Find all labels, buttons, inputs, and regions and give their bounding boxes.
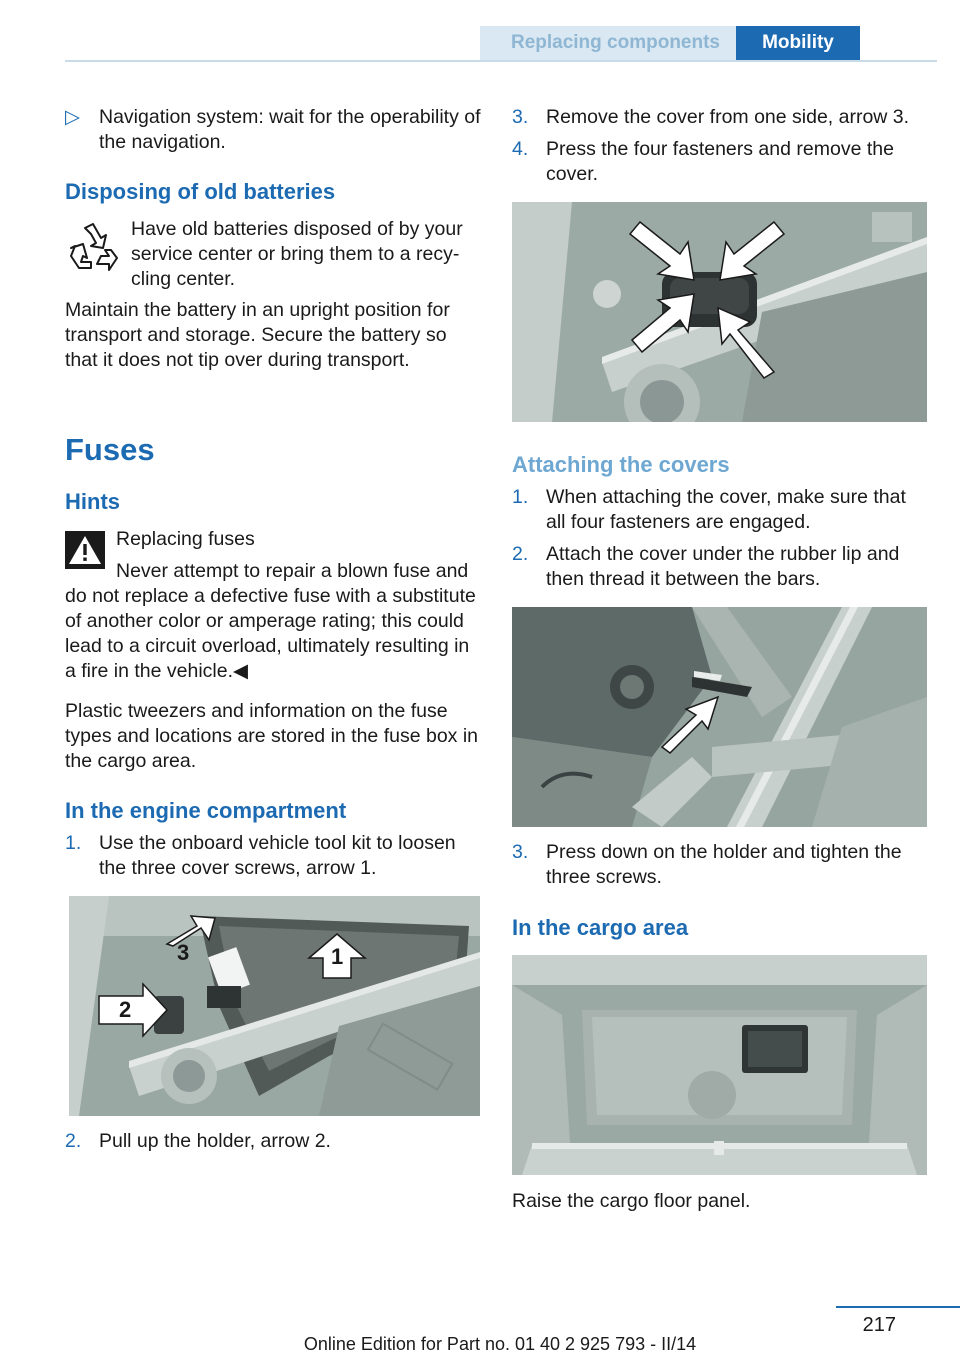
attach-step-3 [512,840,928,892]
triangle-bullet-icon: ▷ [65,106,80,128]
tweezers-paragraph: Plastic tweezers and information on the fuse types and locations are stored in the fuse box in the cargo area. [65,700,479,772]
footer-rule [836,1306,960,1308]
cargo-paragraph: Raise the cargo floor panel. [512,1190,751,1212]
header-section-tab: Replacing components [480,26,736,62]
footer-edition: Online Edition for Part no. 01 40 2 925 793 - II/14 [303,1334,697,1354]
step-number: 1. [65,832,82,854]
cargo-area-photo [512,955,927,1175]
attach-step-2 [512,542,928,594]
step-text: Use the onboard vehicle tool kit to loosen the three cover screws, arrow 1. [99,832,456,879]
step-4 [512,137,928,189]
step-2 [65,1129,481,1155]
step-number: 3. [512,841,529,863]
engine-compartment-heading: In the engine compartment [65,798,347,823]
engine-compartment-photo [69,896,480,1116]
holder-photo [512,607,927,827]
step-text: Remove the cover from one side, arrow 3. [546,106,910,128]
recycle-icon [65,220,121,274]
step-number: 1. [512,486,529,508]
hints-heading: Hints [65,489,120,514]
step-text: Attach the cover under the rubber lip and then thread it between the bars. [546,543,900,590]
header-chapter-tab: Mobility [736,26,860,62]
arrow-label-3: 3 [177,940,190,965]
fuses-heading: Fuses [65,432,155,467]
arrow-label-2: 2 [119,997,132,1022]
warning-text: Never attempt to repair a blown fuse and do not replace a defective fuse with a substitute of another color or amperage rating; this could lead to a circuit overload, ultimately resulting in a fire in the vehicle.◀ [65,560,476,682]
step-number: 2. [512,543,529,565]
warning-title: Replacing fuses [116,528,255,550]
step-number: 4. [512,138,529,160]
battery-paragraph: Maintain the battery in an upright position for transport and storage. Secure the battery so that it does not tip over during transport. [65,299,450,371]
step-text: When attaching the cover, make sure that all four fasteners are engaged. [546,486,906,533]
step-number: 2. [65,1130,82,1152]
attaching-covers-heading: Attaching the covers [512,452,730,477]
nav-list-item [65,105,481,157]
cover-fasteners-photo [512,202,927,422]
step-number: 3. [512,106,529,128]
step-text: Pull up the holder, arrow 2. [99,1130,331,1152]
cargo-area-heading: In the cargo area [512,915,689,940]
step-3 [512,105,928,131]
recycle-text: Have old batteries disposed of by your service center or bring them to a recycling center. [131,218,463,290]
arrow-label-1: 1 [331,944,344,969]
nav-item-text: Navigation system: wait for the operability of the navigation. [99,106,481,153]
attach-step-1 [512,485,928,537]
step-1 [65,831,481,883]
step-text: Press the four fasteners and remove the cover. [546,138,894,185]
disposing-heading: Disposing of old batteries [65,179,336,204]
step-text: Press down on the holder and tighten the three screws. [546,841,902,888]
header-rule [65,60,937,62]
page-number: 217 [862,1314,896,1336]
